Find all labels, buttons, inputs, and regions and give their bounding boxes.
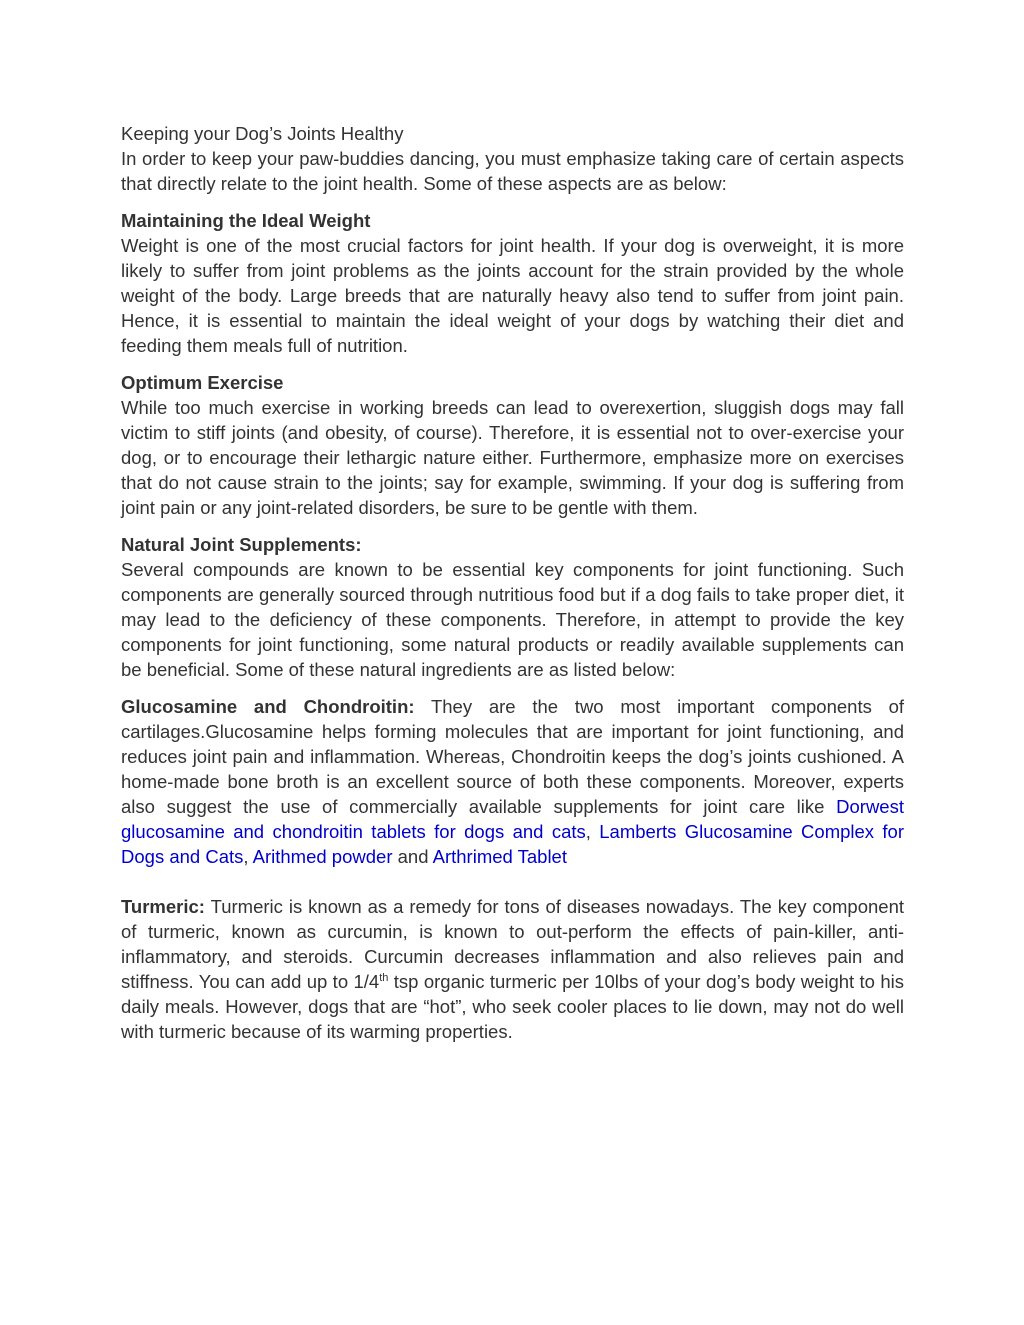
paragraph-glucosamine bbox=[121, 694, 904, 869]
turmeric-body-a: Turmeric is known as a remedy for tons of diseases nowadays. The key component of turmeric, known as curcumin, is known to out-perform the effects of pain-killer, anti-inflammatory, and steroids. Curcumin decreases inflammation and also relieves pain and stiffness. You can add up to 1/4 bbox=[121, 896, 904, 992]
link-separator: , bbox=[585, 821, 600, 842]
link-separator: and bbox=[392, 846, 433, 867]
turmeric-lead: Turmeric: bbox=[121, 896, 205, 917]
link-dorwest-tablets[interactable]: Dorwest glucosamine and chondroitin tablets for dogs and cats bbox=[121, 796, 904, 842]
paragraph-natural-supplements: Several compounds are known to be essential key components for joint functioning. Such components are generally sourced through nutritious food but if a dog fails to take proper diet, it may lead to the deficiency of these components. Therefore, in attempt to provide the key components for joint functioning, some natural products or readily available supplements can be beneficial. Some of these natural ingredients are as listed below: bbox=[121, 559, 904, 680]
intro-paragraph: In order to keep your paw-buddies dancing, you must emphasize taking care of certain aspects that directly relate to the joint health. Some of these aspects are as below: bbox=[121, 148, 904, 194]
heading-ideal-weight: Maintaining the Ideal Weight bbox=[121, 210, 371, 231]
paragraph-ideal-weight: Weight is one of the most crucial factors for joint health. If your dog is overweight, it is more likely to suffer from joint problems as the joints account for the strain provided by the whole weight of the body. Large breeds that are naturally heavy also tend to suffer from joint pain. Hence, it is essential to maintain the ideal weight of your dogs by watching their diet and feeding them meals full of nutrition. bbox=[121, 235, 904, 356]
heading-natural-supplements: Natural Joint Supplements: bbox=[121, 534, 362, 555]
ordinal-superscript: th bbox=[379, 971, 389, 984]
document-title: Keeping your Dog’s Joints Healthy bbox=[121, 123, 404, 144]
turmeric-body-b: tsp organic turmeric per 10lbs of your dog’s body weight to his daily meals. However, dogs that are “hot”, who seek cooler places to lie down, may not do well with turmeric because of its warming properties. bbox=[121, 971, 904, 1042]
link-lamberts-complex[interactable]: Lamberts Glucosamine Complex for Dogs and Cats bbox=[121, 821, 904, 867]
document-page bbox=[121, 121, 904, 1044]
glucosamine-lead: Glucosamine and Chondroitin: bbox=[121, 696, 415, 717]
heading-optimum-exercise: Optimum Exercise bbox=[121, 372, 284, 393]
link-arithmed-powder[interactable]: Arithmed powder bbox=[252, 846, 393, 867]
glucosamine-body: They are the two most important components of cartilages.Glucosamine helps forming molecules that are important for joint functioning, and reduces joint pain and inflammation. Whereas, Chondroitin keeps the dog’s joints cushioned. A home-made bone broth is an excellent source of both these components. Moreover, experts also suggest the use of commercially available supplements for joint care like bbox=[121, 696, 905, 817]
link-arthrimed-tablet[interactable]: Arthrimed Tablet bbox=[432, 846, 567, 867]
paragraph-turmeric bbox=[121, 894, 904, 1044]
link-separator: , bbox=[243, 846, 253, 867]
paragraph-optimum-exercise: While too much exercise in working breeds can lead to overexertion, sluggish dogs may fall victim to stiff joints (and obesity, of course). Therefore, it is essential not to over-exercise your dog, or to encourage their lethargic nature either. Furthermore, emphasize more on exercises that do not cause strain to the joints; say for example, swimming. If your dog is suffering from joint pain or any joint-related disorders, be sure to be gentle with them. bbox=[121, 397, 904, 518]
